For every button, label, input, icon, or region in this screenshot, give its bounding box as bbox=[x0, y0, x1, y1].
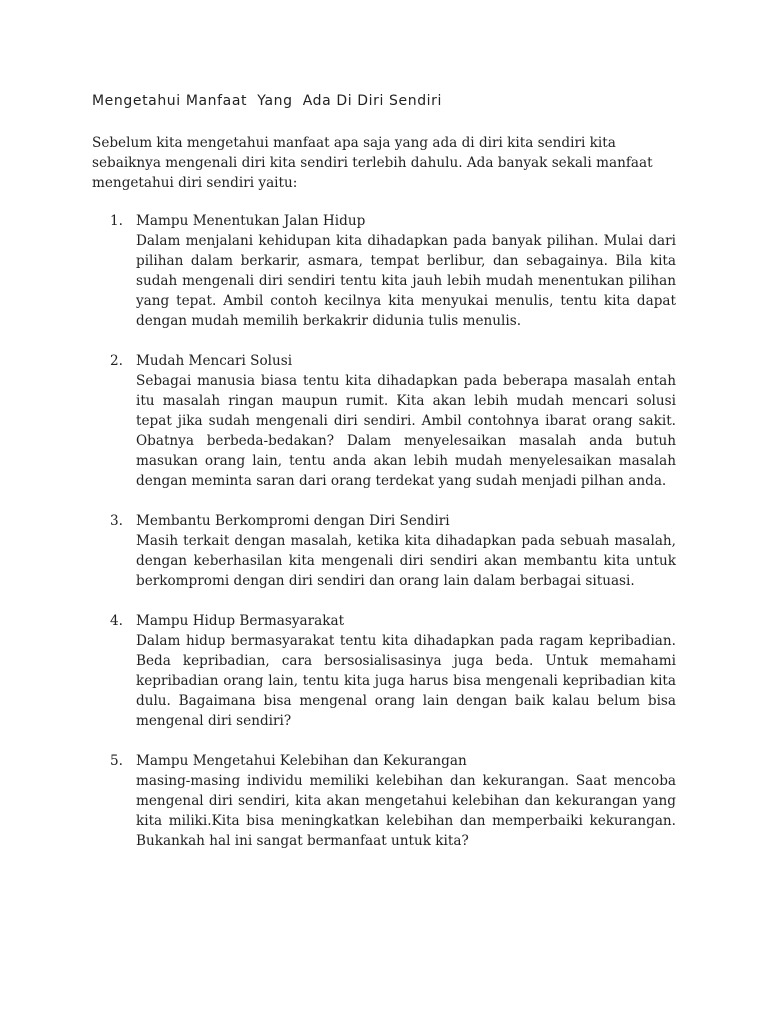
list-item-body: Dalam hidup bermasyarakat tentu kita dihadapkan pada ragam kepribadian. Beda kepribadian, cara bersosialisasinya juga beda. Untuk memahami kepribadian orang lain, tentu kita juga harus bisa mengenali kepribadian kita dulu. Bagaimana bisa mengenal orang lain dengan baik kalau belum bisa mengenal diri sendiri? bbox=[136, 633, 676, 729]
document-title: Mengetahui Manfaat Yang Ada Di Diri Sendiri bbox=[92, 93, 443, 109]
intro-paragraph: Sebelum kita mengetahui manfaat apa saja yang ada di diri kita sendiri kita sebaiknya mengenali diri kita sendiri terlebih dahulu. Ada banyak sekali manfaat mengetahui diri sendiri yaitu: bbox=[92, 135, 653, 191]
list-item-number: 4. bbox=[110, 613, 123, 629]
list-item-number: 3. bbox=[110, 513, 123, 529]
list-item-body: masing-masing individu memiliki kelebihan dan kekurangan. Saat mencoba mengenal diri sendiri, kita akan mengetahui kelebihan dan kekurangan yang kita miliki.Kita bisa meningkatkan kelebihan dan memperbaiki kekurangan. Bukankah hal ini sangat bermanfaat untuk kita? bbox=[136, 773, 676, 849]
list-item-body: Masih terkait dengan masalah, ketika kita dihadapkan pada sebuah masalah, dengan keberhasilan kita mengenali diri sendiri akan membantu kita untuk berkompromi dengan diri sendiri dan orang lain dalam berbagai situasi. bbox=[136, 533, 676, 589]
list-item-heading: Mudah Mencari Solusi bbox=[136, 353, 293, 369]
list-item-heading: Mampu Hidup Bermasyarakat bbox=[136, 613, 345, 629]
list-item-body: Sebagai manusia biasa tentu kita dihadapkan pada beberapa masalah entah itu masalah ringan maupun rumit. Kita akan lebih mudah mencari solusi tepat jika sudah mengenali diri sendiri. Ambil contohnya ibarat orang sakit. Obatnya berbeda-bedakan? Dalam menyelesaikan masalah anda butuh masukan orang lain, tentu anda akan lebih mudah menyelesaikan masalah dengan meminta saran dari orang terdekat yang sudah menjadi pilhan anda. bbox=[136, 373, 676, 489]
list-item-number: 1. bbox=[110, 213, 123, 229]
list-item-heading: Membantu Berkompromi dengan Diri Sendiri bbox=[136, 513, 450, 529]
list-item-heading: Mampu Menentukan Jalan Hidup bbox=[136, 213, 366, 229]
list-item-number: 2. bbox=[110, 353, 123, 369]
list-item-heading: Mampu Mengetahui Kelebihan dan Kekurangan bbox=[136, 753, 467, 769]
list-item-number: 5. bbox=[110, 753, 123, 769]
list-item-body: Dalam menjalani kehidupan kita dihadapkan pada banyak pilihan. Mulai dari pilihan dalam berkarir, asmara, tempat berlibur, dan sebagainya. Bila kita sudah mengenali diri sendiri tentu kita jauh lebih mudah menentukan pilihan yang tepat. Ambil contoh kecilnya kita menyukai menulis, tentu kita dapat dengan mudah memilih berkakrir didunia tulis menulis. bbox=[136, 233, 676, 329]
